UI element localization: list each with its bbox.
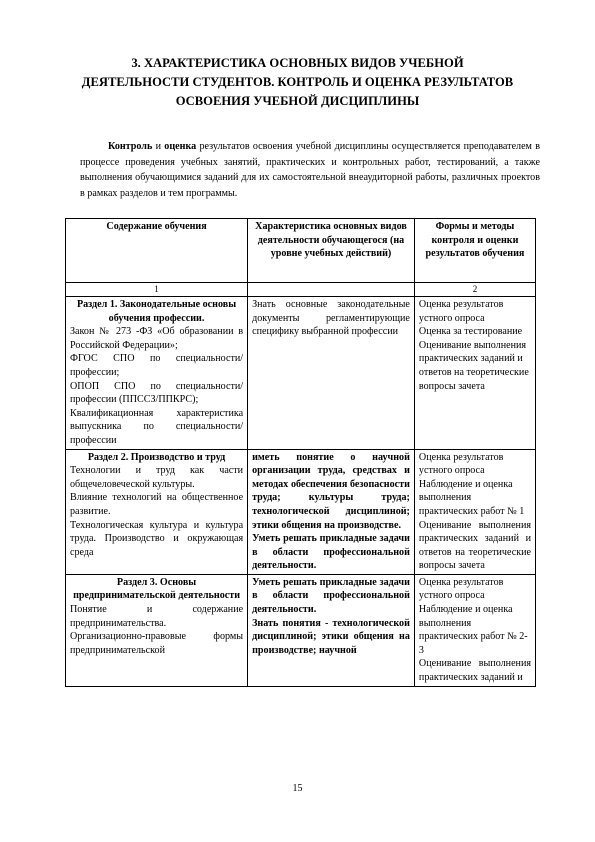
- control-item: Оценивание выполнения практических заданий и ответов на теоретические вопросы зачета: [418, 519, 531, 572]
- intro-and: и: [152, 141, 165, 152]
- section-1-activity: [248, 297, 415, 450]
- intro-bold-control: Контроль: [108, 141, 153, 152]
- col-number-1: 1: [66, 283, 248, 297]
- title-line-1: 3. ХАРАКТЕРИСТИКА ОСНОВНЫХ ВИДОВ УЧЕБНОЙ: [131, 56, 464, 70]
- table-header-row: [66, 219, 536, 283]
- header-control: Формы и методы контроля и оценки результатов обучения: [414, 219, 535, 283]
- content-item: Технологии и труд как части общечеловеческой культуры.: [70, 465, 244, 490]
- header-activity: Характеристика основных видов деятельности обучающегося (на уровне учебных действий): [248, 219, 415, 283]
- section-2-content: [66, 449, 248, 574]
- content-item: Организационно-правовые формы предпринимательской: [70, 631, 244, 656]
- activity-text: Знать основные законодательные документы регламентирующие специфику выбранной профессии: [252, 299, 410, 338]
- intro-text: результатов освоения учебной дисциплины осуществляется преподавателем в процессе проведения учебных занятий, практических и контрольных работ, тестирований, а также выполнения обучающимися заданий для их самостоятельной внеаудиторной работы, различных проектов в рамках разделов и тем программы.: [80, 141, 541, 199]
- intro-bold-assessment: оценка: [164, 141, 197, 152]
- section-3-control: [414, 574, 535, 686]
- table-row: [66, 449, 536, 574]
- section-title: Раздел 1. Законодательные основы обучения профессии.: [76, 299, 237, 324]
- section-1-control: [414, 297, 535, 450]
- section-1-content: [66, 297, 248, 450]
- col-number-2: [248, 283, 415, 297]
- table-row: [66, 297, 536, 450]
- section-3-activity: [248, 574, 415, 686]
- content-item: ОПОП СПО по специальности/профессии (ППССЗ/ППКРС);: [70, 380, 244, 406]
- section-2-control: [414, 449, 535, 574]
- content-item: Понятие и содержание предпринимательства.: [70, 604, 244, 629]
- table-row: [66, 574, 536, 686]
- control-item: Оценка результатов устного опроса: [418, 576, 504, 602]
- intro-paragraph: [80, 139, 540, 201]
- header-content: Содержание обучения: [66, 219, 248, 283]
- content-item: Влияние технологий на общественное развитие.: [70, 492, 244, 517]
- col-number-3: 2: [414, 283, 535, 297]
- section-title: Раздел 2. Производство и труд: [87, 451, 226, 463]
- content-item: Технологическая культура и культура труда. Производство и окружающая среда: [70, 519, 244, 558]
- control-item: Оценивание выполнения практических заданий и: [418, 658, 531, 684]
- control-item: Оценка результатов устного опроса: [418, 299, 504, 324]
- section-title: Раздел 3. Основы предпринимательской деятельности: [73, 576, 241, 602]
- assessment-table: [65, 218, 536, 687]
- section-3-content: [66, 574, 248, 686]
- control-item: Оценивание выполнения практических заданий и ответов на теоретические вопросы зачета: [418, 339, 529, 392]
- activity-text: Уметь решать прикладные задачи в области профессиональной деятельности.: [252, 576, 410, 616]
- control-item: Оценка результатов устного опроса: [418, 451, 504, 477]
- control-item: Наблюдение и оценка выполнения практических работ № 2-3: [418, 604, 528, 656]
- page-title: [60, 54, 535, 111]
- table-number-row: [66, 283, 536, 297]
- activity-text: Уметь решать прикладные задачи в области профессиональной деятельности.: [252, 533, 410, 572]
- content-item: ФГОС СПО по специальности/профессии;: [70, 353, 244, 378]
- title-line-3: ОСВОЕНИЯ УЧЕБНОЙ ДИСЦИПЛИНЫ: [175, 94, 420, 108]
- control-item: Оценка за тестирование: [418, 326, 523, 338]
- activity-text: иметь понятие о научной организации труда, средствах и методах обеспечения безопасности труда; культуры труда; технологической дисциплиной; этики общения на производстве.: [252, 451, 410, 531]
- title-line-2: ДЕЯТЕЛЬНОСТИ СТУДЕНТОВ. КОНТРОЛЬ И ОЦЕНКА РЕЗУЛЬТАТОВ: [81, 75, 514, 89]
- control-item: Наблюдение и оценка выполнения практических работ № 1: [418, 478, 525, 517]
- activity-text: Знать понятия - технологической дисциплиной; этики общения на производстве; научной: [252, 617, 410, 656]
- content-item: Закон № 273 -ФЗ «Об образовании в Российской Федерации»;: [70, 326, 244, 351]
- page-number: 15: [292, 783, 303, 794]
- content-item: Квалификационная характеристика выпускника по специальности/профессии: [70, 407, 244, 446]
- section-2-activity: [248, 449, 415, 574]
